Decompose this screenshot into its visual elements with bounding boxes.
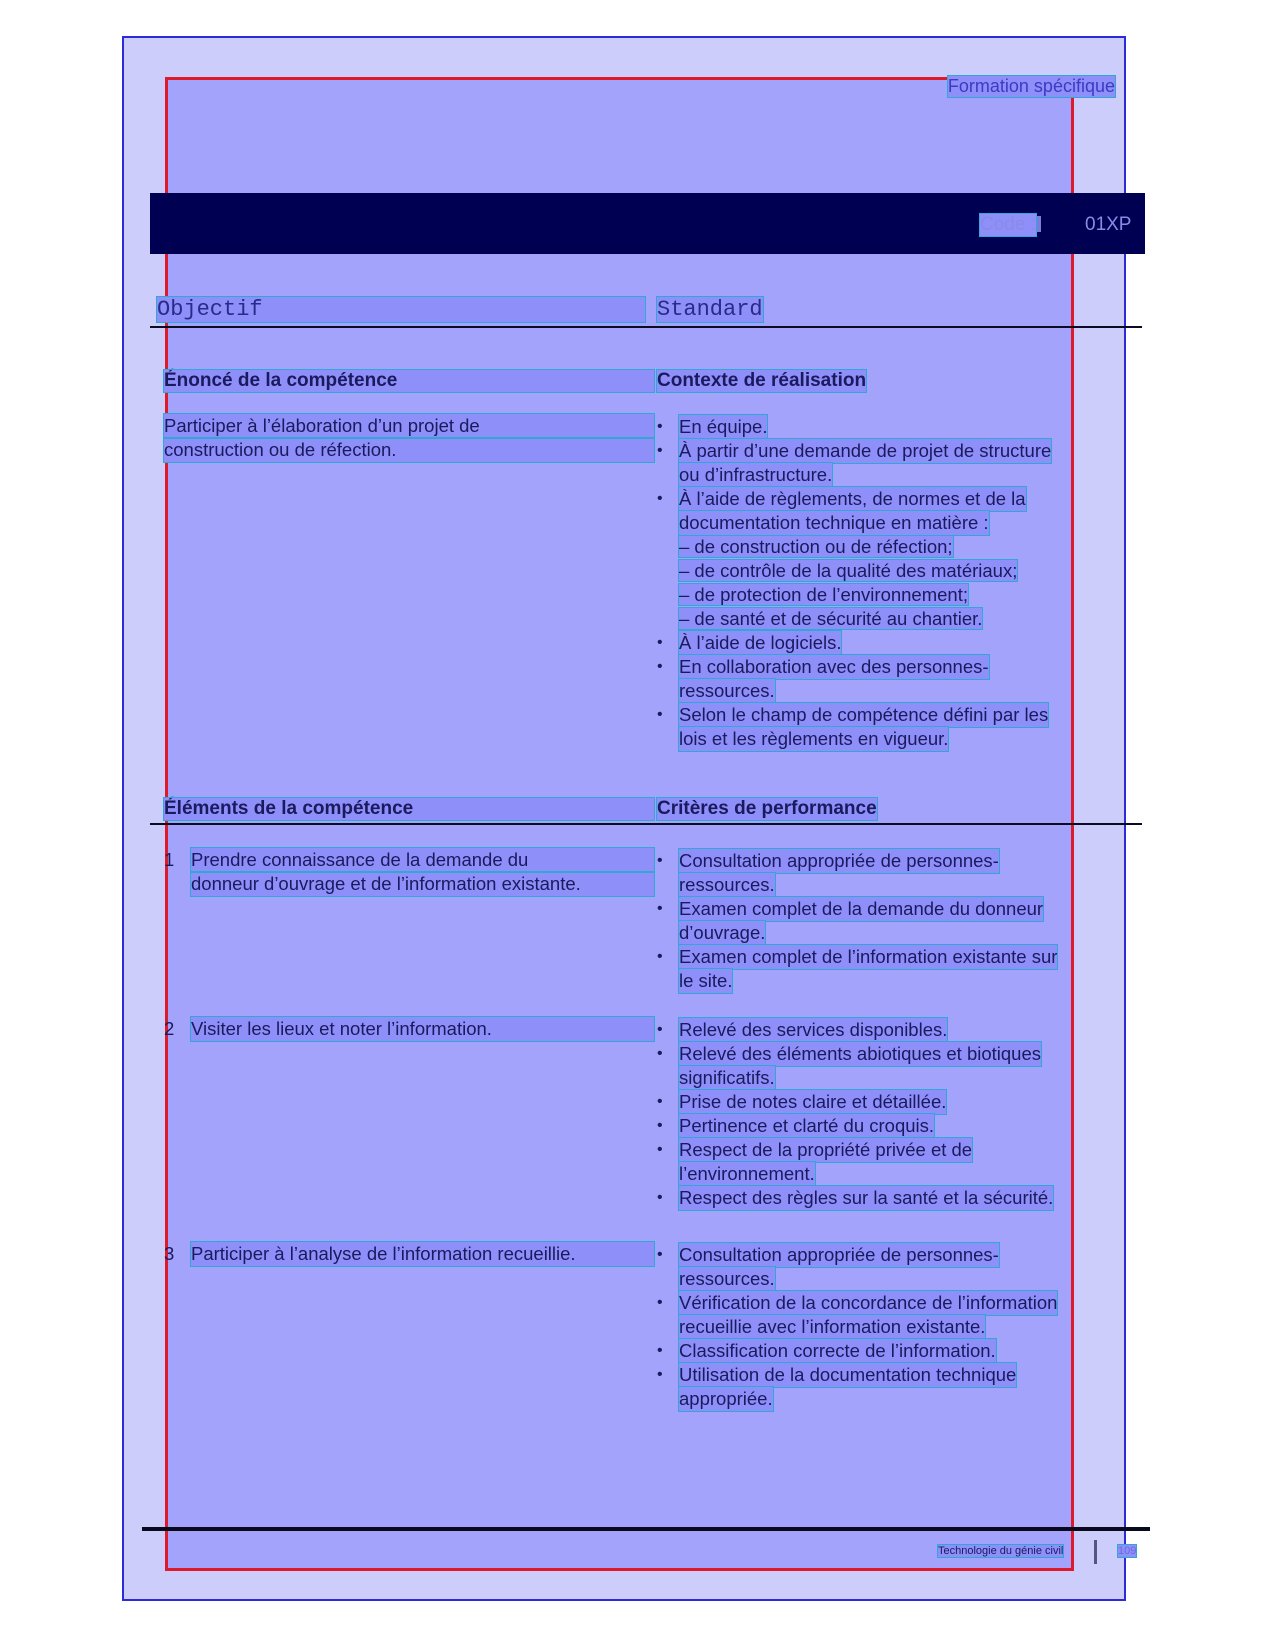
criteria-items	[657, 1018, 1097, 1210]
criteria-heading: Critères de performance	[657, 798, 877, 819]
competence-element	[164, 848, 654, 896]
context-item-line: ou d’infrastructure.	[679, 464, 833, 485]
footer-program: Technologie du génie civil	[938, 1545, 1064, 1557]
context-subitem-text: – de construction ou de réfection;	[679, 536, 953, 557]
competence-element	[164, 1017, 654, 1041]
criterion-item	[657, 849, 1097, 897]
criteria-items	[657, 849, 1097, 993]
column-heading-standard: Standard	[657, 297, 763, 322]
context-items	[657, 415, 1097, 751]
element-text-line: Participer à l’analyse de l’information recueillie.	[191, 1242, 654, 1266]
criterion-item	[657, 1090, 1097, 1114]
context-item	[657, 631, 1097, 655]
criterion-item	[657, 945, 1097, 993]
context-item	[657, 487, 1097, 535]
criterion-line: Examen complet de l’information existante sur	[679, 946, 1058, 967]
criterion-item	[657, 1186, 1097, 1210]
context-subitem-text: – de protection de l’environnement;	[679, 584, 968, 605]
criterion-item	[657, 1291, 1097, 1339]
competence-statement-heading: Énoncé de la compétence	[164, 370, 654, 392]
criterion-item	[657, 1042, 1097, 1090]
context-item	[657, 703, 1097, 751]
elements-rule	[150, 823, 1142, 825]
criterion-item	[657, 1114, 1097, 1138]
criterion-line: d’ouvrage.	[679, 922, 766, 943]
criterion-item	[657, 1363, 1097, 1411]
criterion-item	[657, 1138, 1097, 1186]
criteria-items	[657, 1243, 1097, 1411]
code-value: 01XP	[1085, 214, 1132, 235]
element-text-line: Prendre connaissance de la demande du	[191, 848, 654, 872]
context-item-line: documentation technique en matière :	[679, 512, 989, 533]
element-text-line: donneur d’ouvrage et de l’information existante.	[191, 872, 654, 896]
criterion-line: l’environnement.	[679, 1163, 815, 1184]
column-heading-objectif: Objectif	[157, 297, 645, 322]
element-number: 1	[164, 849, 175, 870]
criterion-line: Prise de notes claire et détaillée.	[679, 1091, 947, 1112]
context-heading: Contexte de réalisation	[657, 370, 867, 391]
elements-heading: Éléments de la compétence	[164, 798, 654, 820]
context-item-line: En collaboration avec des personnes-	[679, 656, 989, 677]
criterion-line: appropriée.	[679, 1388, 773, 1409]
criterion-line: Relevé des services disponibles.	[679, 1019, 948, 1040]
criterion-line: Examen complet de la demande du donneur	[679, 898, 1044, 919]
criterion-line: Consultation appropriée de personnes-	[679, 850, 999, 871]
footer-rule	[142, 1527, 1150, 1531]
criterion-item	[657, 1339, 1097, 1363]
statement-line: Participer à l’élaboration d’un projet de	[164, 414, 654, 438]
context-item	[657, 439, 1097, 487]
context-subitem	[657, 583, 1097, 607]
context-item-line: lois et les règlements en vigueur.	[679, 728, 949, 749]
criterion-line: significatifs.	[679, 1067, 775, 1088]
criteria-list	[657, 1018, 1097, 1210]
criterion-line: Relevé des éléments abiotiques et biotiques	[679, 1043, 1042, 1064]
criteria-list	[657, 1243, 1097, 1411]
context-subitem	[657, 559, 1097, 583]
criterion-item	[657, 1018, 1097, 1042]
heading-rule	[150, 326, 1142, 328]
criterion-line: le site.	[679, 970, 733, 991]
criterion-line: Respect de la propriété privée et de	[679, 1139, 973, 1160]
criterion-line: recueillie avec l’information existante.	[679, 1316, 986, 1337]
context-item-line: À l’aide de règlements, de normes et de la	[679, 488, 1026, 509]
code-label: Code :	[980, 214, 1036, 235]
criterion-line: Classification correcte de l’information.	[679, 1340, 996, 1361]
context-item-line: En équipe.	[679, 416, 768, 437]
criterion-line: Respect des règles sur la santé et la sécurité.	[679, 1187, 1054, 1208]
context-item-line: À partir d’une demande de projet de structure	[679, 440, 1052, 461]
context-subitem-text: – de santé et de sécurité au chantier.	[679, 608, 983, 629]
element-text-line: Visiter les lieux et noter l’information.	[191, 1017, 654, 1041]
element-text	[191, 848, 654, 896]
context-subitem	[657, 607, 1097, 631]
criterion-line: Vérification de la concordance de l’information	[679, 1292, 1058, 1313]
competence-element	[164, 1242, 654, 1266]
context-item	[657, 415, 1097, 439]
element-text	[191, 1017, 654, 1041]
element-text	[191, 1242, 654, 1266]
criteria-list	[657, 849, 1097, 993]
code-separator	[1037, 216, 1041, 232]
context-item	[657, 655, 1097, 703]
element-number: 3	[164, 1243, 175, 1264]
context-list	[657, 415, 1097, 751]
statement-line: construction ou de réfection.	[164, 438, 654, 462]
footer-page-number: 109	[1118, 1545, 1137, 1557]
criterion-item	[657, 897, 1097, 945]
competence-statement	[164, 414, 654, 462]
context-subitem	[657, 535, 1097, 559]
element-number: 2	[164, 1018, 175, 1039]
context-item-line: Selon le champ de compétence défini par les	[679, 704, 1049, 725]
criterion-line: ressources.	[679, 874, 775, 895]
running-header: Formation spécifique	[947, 76, 1115, 96]
criterion-item	[657, 1243, 1097, 1291]
context-item-line: ressources.	[679, 680, 775, 701]
criterion-line: Consultation appropriée de personnes-	[679, 1244, 999, 1265]
context-subitem-text: – de contrôle de la qualité des matériaux;	[679, 560, 1018, 581]
criterion-line: Utilisation de la documentation technique	[679, 1364, 1017, 1385]
footer-separator	[1094, 1540, 1097, 1564]
context-item-line: À l’aide de logiciels.	[679, 632, 842, 653]
criterion-line: Pertinence et clarté du croquis.	[679, 1115, 935, 1136]
criterion-line: ressources.	[679, 1268, 775, 1289]
